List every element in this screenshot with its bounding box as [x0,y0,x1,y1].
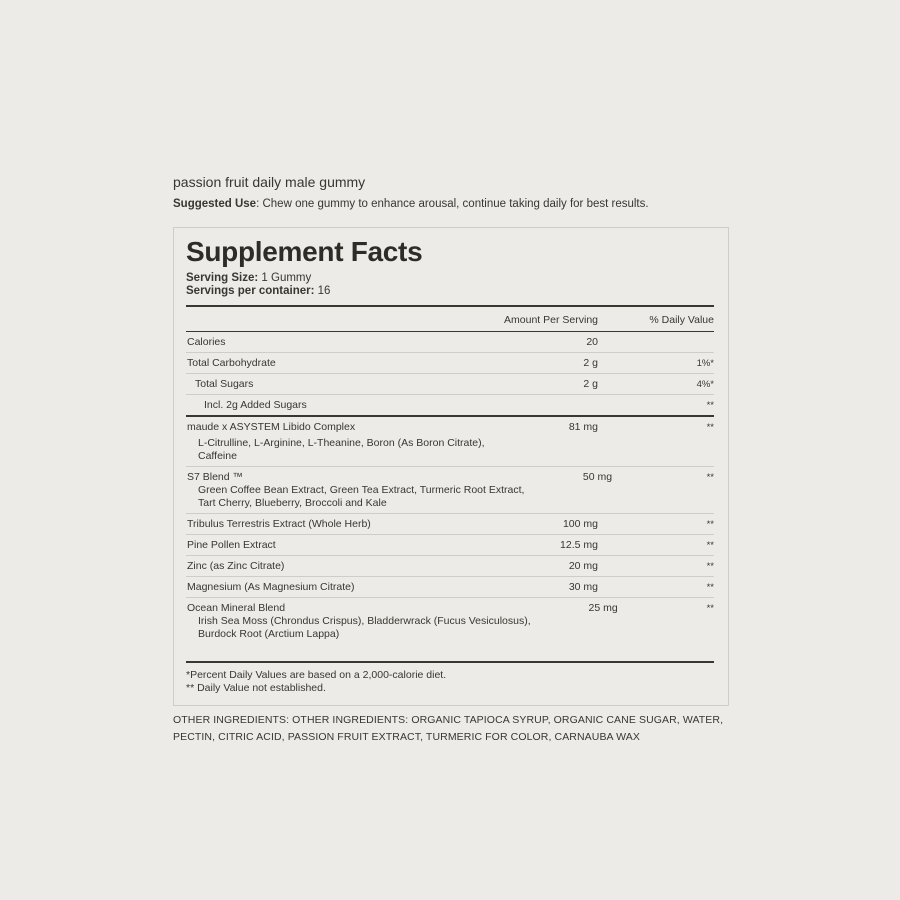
table-row [186,514,714,535]
serving-size-label: Serving Size: [186,272,259,284]
servings-per-container [186,285,714,298]
row-dv: ** [706,422,714,433]
col-amount: Amount Per Serving [504,314,598,326]
row-dv: 1%* [696,358,714,369]
row-amount: 25 mg [588,602,618,614]
row-dv: ** [706,603,714,614]
table-row [186,417,714,467]
row-name: Total Carbohydrate [187,357,276,369]
serving-size-value: 1 Gummy [258,272,312,284]
table-row [186,598,714,655]
row-amount [508,399,598,412]
row-name: Incl. 2g Added Sugars [204,399,307,411]
row-dv: ** [706,519,714,530]
servings-label: Servings per container: [186,285,315,297]
row-amount: 81 mg [568,421,598,433]
table-row [186,353,714,374]
row-amount: 100 mg [562,518,598,530]
serving-size [186,272,714,285]
row-name: Magnesium (As Magnesium Citrate) [187,581,355,593]
row-amount: 20 mg [568,560,598,572]
other-ingredients: OTHER INGREDIENTS: OTHER INGREDIENTS: ORGANIC TAPIOCA SYRUP, ORGANIC CANE SUGAR, WATER, PECTIN, CITRIC ACID, PASSION FRUIT EXTRACT, TURMERIC FOR COLOR, CARNAUBA WAX [173,714,724,743]
row-dv: 4%* [696,379,714,390]
col-daily-value: % Daily Value [649,314,714,326]
product-name: passion fruit daily male gummy [173,174,366,190]
row-name: Calories [187,336,226,348]
row-dv: ** [706,540,714,551]
row-dv: ** [706,561,714,572]
table-row [186,374,714,395]
table-row [186,395,714,417]
table-row [186,577,714,598]
row-amount: 2 g [583,378,598,390]
row-dv: ** [706,472,714,483]
row-amount: 50 mg [582,471,613,483]
row-name: Zinc (as Zinc Citrate) [187,560,285,572]
row-dv: ** [706,400,714,411]
supplement-label [173,174,729,746]
footnote-percent: *Percent Daily Values are based on a 2,000-calorie diet. [186,669,447,681]
column-header [186,307,714,332]
row-name: Tribulus Terrestris Extract (Whole Herb) [187,518,371,530]
row-name: Ocean Mineral Blend [187,602,286,614]
row-amount: 20 [586,336,598,348]
facts-title: Supplement Facts [186,236,423,267]
suggested-use-label: Suggested Use [173,198,257,210]
row-name: Total Sugars [195,378,254,390]
footnote-dv: ** Daily Value not established. [186,682,326,694]
row-amount: 30 mg [568,581,598,593]
suggested-use [173,197,729,211]
row-sub: L-Citrulline, L-Arginine, L-Theanine, Boron (As Boron Citrate), Caffeine [198,437,485,462]
supplement-facts-panel [173,227,729,706]
table-row [186,467,714,514]
row-amount: 12.5 mg [560,539,598,551]
suggested-use-text: : Chew one gummy to enhance arousal, continue taking daily for best results. [256,198,649,210]
servings-value: 16 [314,285,331,297]
row-name: maude x ASYSTEM Libido Complex [187,421,356,433]
footnotes [186,663,714,695]
table-row [186,535,714,556]
row-sub: Green Coffee Bean Extract, Green Tea Extract, Turmeric Root Extract, Tart Cherry, Blueberry, Broccoli and Kale [198,484,525,509]
row-sub: Irish Sea Moss (Chrondus Crispus), Bladderwrack (Fucus Vesiculosus), Burdock Root (Arctium Lappa) [198,615,531,640]
row-dv: ** [706,582,714,593]
table-row [186,332,714,353]
row-name: Pine Pollen Extract [187,539,276,551]
row-amount: 2 g [583,357,598,369]
table-row [186,556,714,577]
row-name: S7 Blend ™ [187,471,244,483]
row-dv [598,336,714,349]
